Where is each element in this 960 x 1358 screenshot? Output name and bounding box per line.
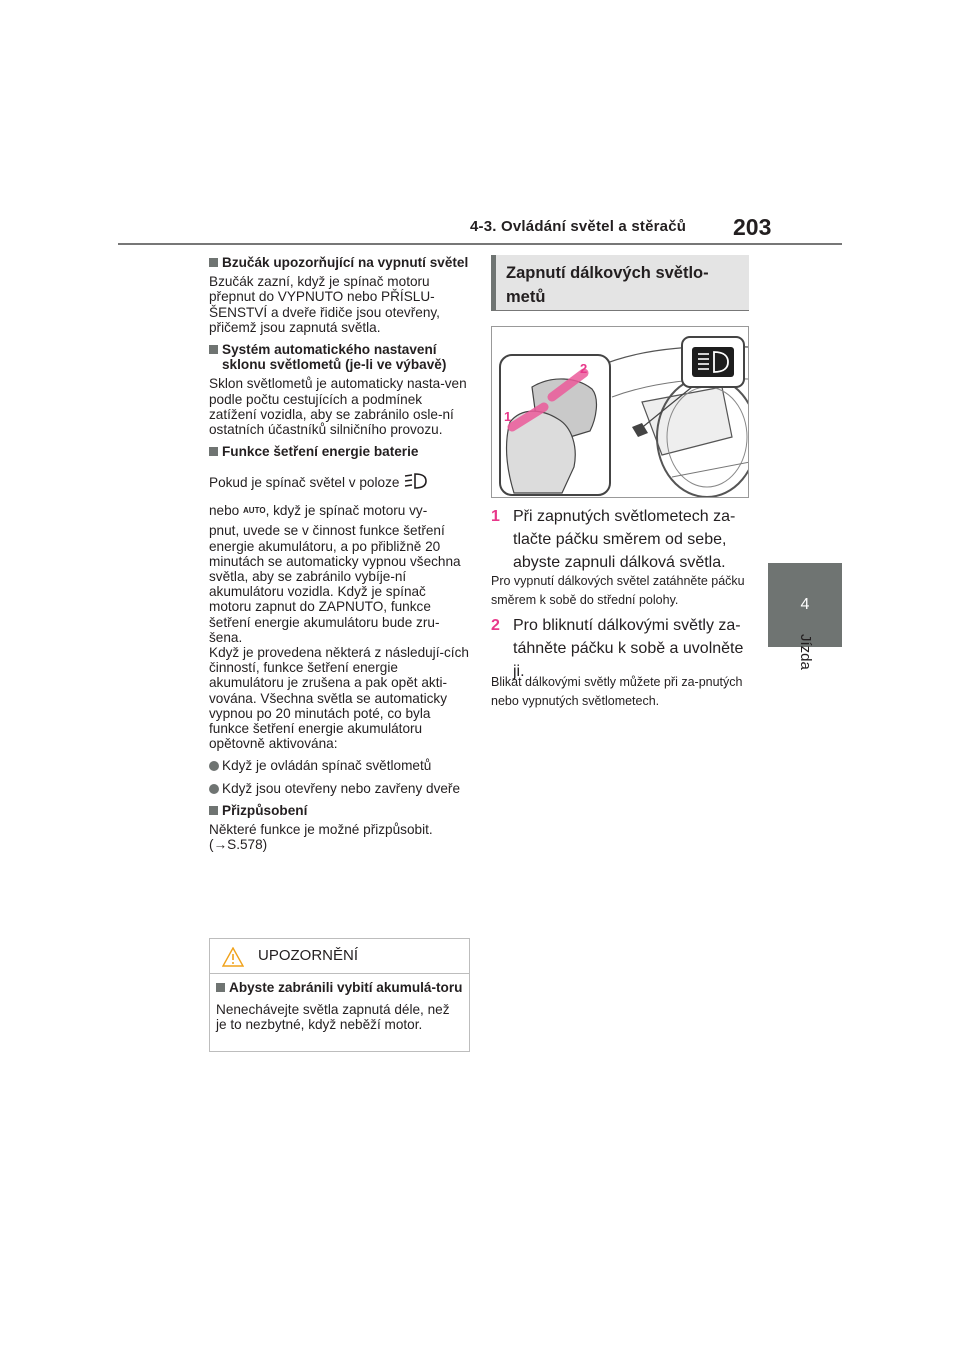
step-number: 1	[491, 508, 500, 525]
left-column	[209, 255, 471, 853]
heading-text: Funkce šetření energie baterie	[222, 444, 419, 460]
text: nebo	[209, 503, 240, 519]
paragraph	[209, 471, 471, 493]
square-bullet-icon	[209, 345, 218, 354]
step-number: 2	[491, 617, 500, 634]
heading-text: Přizpůsobení	[222, 802, 308, 818]
section-heading	[209, 255, 471, 270]
warning-title: UPOZORNĚNÍ	[258, 947, 359, 964]
right-column	[491, 255, 751, 311]
paragraph: Bzučák zazní, když je spínač motoru přepnut do VYPNUTO nebo PŘÍSLU-ŠENSTVÍ a dveře řidiče jsou otevřeny, přičemž jsou zapnutá světla.	[209, 274, 440, 335]
callout-1: 1	[504, 409, 512, 424]
warning-text: Nenechávejte světla zapnutá déle, než je to nezbytné, když neběží motor.	[216, 1002, 450, 1033]
text: Pokud je spínač světel v poloze	[209, 475, 400, 491]
circle-bullet-icon	[209, 784, 219, 794]
section-heading	[209, 444, 471, 459]
square-bullet-icon	[216, 983, 225, 992]
list-item-text: Když je ovládán spínač světlometů	[222, 758, 432, 774]
step-text: Pro bliknutí dálkovými světly za-táhněte páčku k sobě a uvolněte ji.	[513, 617, 744, 680]
chapter-label-text: Jízda	[797, 634, 814, 670]
paragraph: Když je provedena některá z následují-cích činností, funkce šetření energie akumulátoru je zrušena a pak opět akti-vována. Všechna světla se automaticky vypnou po 20 minutách poté, co byla funkce šetření energie akumulátoru opětovně aktivována:	[209, 645, 469, 752]
section-heading	[209, 803, 471, 818]
heading-text: Systém automatického nastavení sklonu světlometů (je-li ve výbavě)	[222, 342, 447, 373]
heading-text: Abyste zabránili vybití akumulá-toru	[229, 980, 463, 995]
circle-bullet-icon	[209, 761, 219, 771]
auto-icon: AUTO	[243, 506, 266, 516]
text: , když je spínač motoru vy-	[265, 503, 428, 519]
section-heading	[209, 342, 471, 372]
page-number: 203	[733, 214, 772, 240]
square-bullet-icon	[209, 258, 218, 267]
header-rule	[118, 243, 842, 245]
illustration-svg	[492, 327, 749, 498]
section-heading-box: Zapnutí dálkových světlo-metů	[491, 255, 749, 311]
headlight-lever-illustration	[491, 326, 749, 498]
heading-text: Bzučák upozorňující na vypnutí světel	[222, 255, 469, 270]
warning-body	[210, 974, 469, 1033]
paragraph: Sklon světlometů je automaticky nasta-ven podle počtu cestujících a podmínek zatížení vozidla, aby se zabránilo osle-ní ostatních účastníků silničního provozu.	[209, 376, 467, 438]
warning-box	[209, 938, 470, 1052]
headlight-icon	[403, 471, 429, 491]
list-item-text: Když jsou otevřeny nebo zavřeny dveře	[222, 780, 461, 796]
square-bullet-icon	[209, 447, 218, 456]
callout-2: 2	[580, 361, 588, 376]
chapter-number: 4	[800, 596, 810, 613]
warning-item-heading	[216, 980, 463, 995]
paragraph: Některé funkce je možné přizpůsobit.	[209, 822, 433, 838]
page-reference-link[interactable]: (→S.578)	[209, 837, 268, 853]
warning-title-bar	[210, 939, 469, 974]
step-text: Při zapnutých světlometech za-tlačte páčku směrem od sebe, abyste zapnuli dálková světla.	[513, 508, 736, 571]
step-2-note: Blikat dálkovými světly můžete při za-pnutých nebo vypnutých světlometech.	[491, 675, 743, 708]
list-item	[209, 758, 471, 773]
warning-triangle-icon	[222, 947, 244, 967]
list-item	[209, 781, 471, 796]
step-1	[491, 505, 753, 574]
chapter-label	[796, 634, 816, 684]
paragraph	[209, 501, 471, 521]
square-bullet-icon	[209, 806, 218, 815]
paragraph: pnut, uvede se v činnost funkce šetření energie akumulátoru, a po přibližně 20 minutách se automaticky vypnou všechna světla, aby se zabránilo vybíje-ní akumulátoru vozidla. Když je spínač motoru zapnut do ZAPNUTO, funkce šetření energie akumulátoru bude zru-šena.	[209, 523, 461, 645]
section-title: 4-3. Ovládání světel a stěračů	[470, 218, 687, 235]
step-1-note: Pro vypnutí dálkových světel zatáhněte páčku směrem k sobě do střední polohy.	[491, 574, 745, 607]
